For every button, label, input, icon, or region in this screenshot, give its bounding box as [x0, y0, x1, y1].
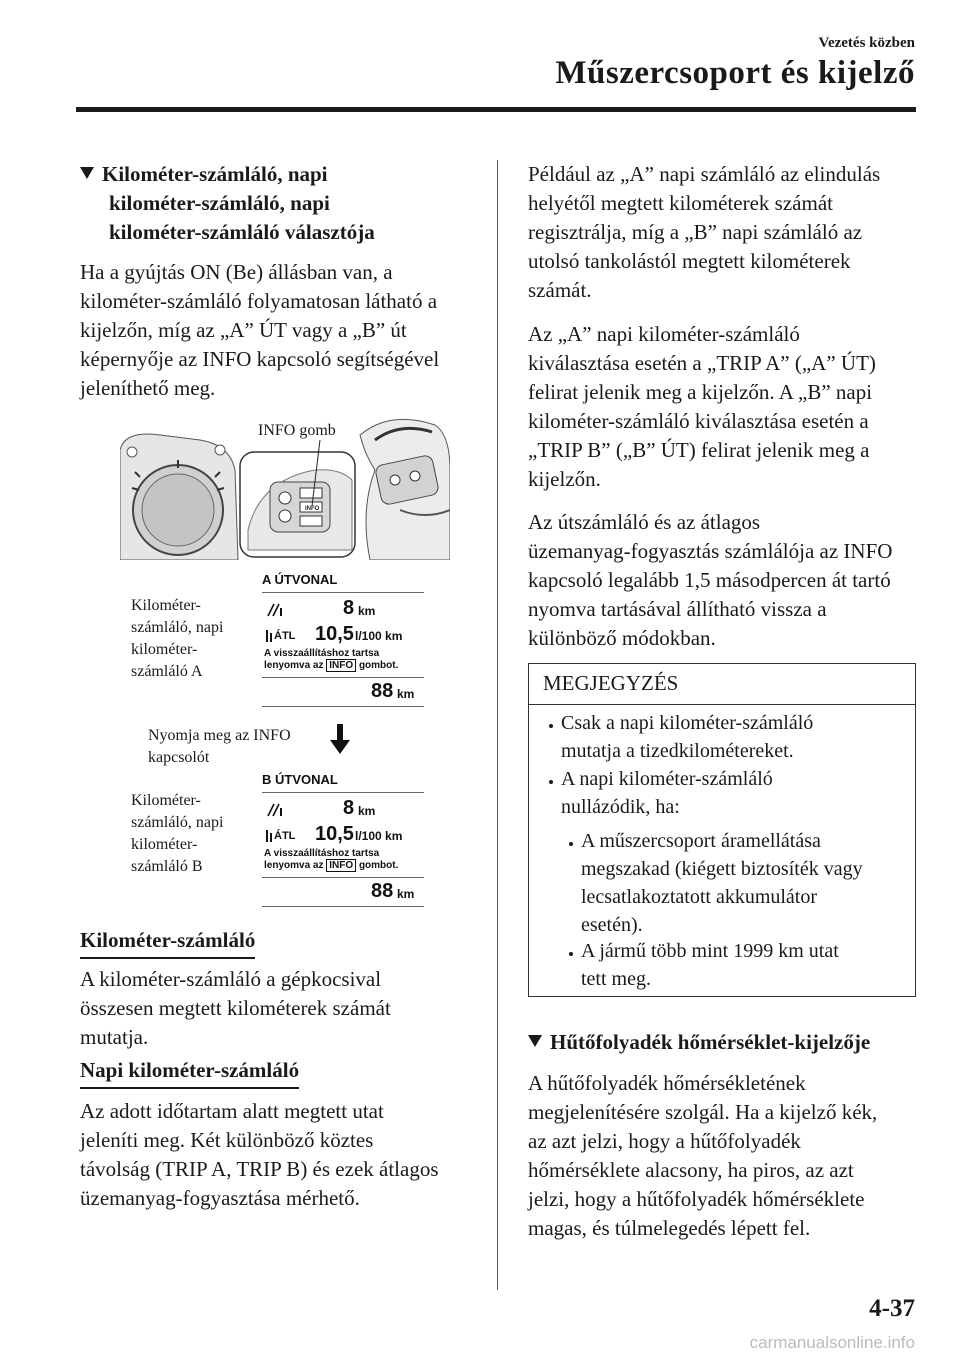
note-bullet-2: A napi kilométer-számláló nullázódik, ha: — [561, 768, 773, 818]
note-subbullet-1: A műszercsoport áramellátása megszakad (kiégett biztosíték vagy lecsatlakoztatott akkumulátor esetén). — [581, 830, 863, 936]
note-bullet-1: Csak a napi kilométer-számláló mutatja a tizedkilométereket. — [561, 712, 814, 762]
fuel-economy-icon — [264, 829, 274, 843]
info-button-callout: INFO gomb — [258, 422, 336, 439]
reset-paragraph: Az útszámláló és az átlagos üzemanyag-fogyasztás számlálója az INFO kapcsoló legalább 1,5 másodpercen át tartó nyomva tartásával állítható vissza a különböző módokban. — [528, 510, 893, 650]
bullet-dot-icon — [549, 724, 553, 728]
header-rule — [76, 107, 916, 112]
fuel-economy-icon — [264, 629, 274, 643]
svg-text:INFO: INFO — [305, 506, 320, 512]
intro-paragraph: Ha a gyújtás ON (Be) állásban van, a kilométer-számláló folyamatosan látható a kijelzőn, míg az „A” ÚT vagy a „B” út képernyője az INFO kapcsoló segítségével jeleníthető meg. — [80, 260, 440, 400]
note-title: MEGJEGYZÉS — [543, 671, 679, 695]
trip-display-paragraph: Az „A” napi kilométer-számláló kiválasztása esetén a „TRIP A” („A” ÚT) felirat jelenik meg a kijelzőn. A „B” napi kilométer-számláló kiválasztása esetén a „TRIP B” („B” ÚT) felirat jelenik meg a kijelzőn. — [528, 322, 876, 491]
triangle-bullet-icon — [528, 1035, 542, 1047]
note-box — [528, 663, 916, 997]
column-divider — [497, 160, 498, 1290]
page-number: 4-37 — [869, 1295, 915, 1322]
reset-instruction: A visszaállításhoz tartsa lenyomva az INFO gombot. — [264, 848, 399, 871]
odometer-paragraph: A kilométer-számláló a gépkocsival összesen megtett kilométerek számát mutatja. — [80, 967, 391, 1049]
page-title: Műszercsoport és kijelző — [555, 55, 915, 91]
trip-b-display: B ÚTVONAL 8 km ÁTL 10,5 l/100 km A visszaállításhoz tartsa lenyomva az INFO gombot. 88 km — [262, 772, 424, 908]
odometer-subheading: Kilométer-számláló — [80, 928, 255, 959]
trip-a-title: A ÚTVONAL — [262, 572, 338, 587]
tripmeter-subheading: Napi kilométer-számláló — [80, 1058, 299, 1089]
coolant-paragraph: A hűtőfolyadék hőmérsékletének megjelenítésére szolgál. Ha a kijelző kék, az azt jelzi, hogy a hűtőfolyadék hőmérséklete alacsony, ha piros, az azt jelzi, hogy a hűtőfolyadék hőmérséklete magas, és túlmelegedés lépett fel. — [528, 1071, 878, 1240]
trip-icon — [266, 602, 284, 618]
trip-b-label: Kilométer- számláló, napi kilométer- számláló B — [131, 792, 224, 875]
arrow-down-icon — [328, 724, 352, 756]
bullet-dot-icon — [569, 952, 573, 956]
note-header — [529, 664, 915, 705]
note-subbullet-2: A jármű több mint 1999 km utat tett meg. — [581, 940, 839, 990]
reset-instruction: A visszaállításhoz tartsa lenyomva az INFO gombot. — [264, 648, 399, 671]
triangle-bullet-icon — [80, 167, 94, 179]
bullet-dot-icon — [549, 780, 553, 784]
trip-a-label: Kilométer- számláló, napi kilométer- számláló A — [131, 597, 224, 680]
section-heading-coolant: Hűtőfolyadék hőmérséklet-kijelzője — [528, 1028, 870, 1057]
trip-icon — [266, 802, 284, 818]
trip-example-paragraph: Például az „A” napi számláló az elindulás helyétől megtett kilométerek számát regisztrálja, míg a „B” napi számláló az utolsó tankolástól megtett kilométerek számát. — [528, 162, 881, 302]
bullet-dot-icon — [569, 842, 573, 846]
section-heading-odometer-selector: Kilométer-számláló, napi kilométer-számláló, napi kilométer-számláló választója — [80, 160, 375, 247]
trip-a-display: A ÚTVONAL 8 km ÁTL 10,5 l/100 km A visszaállításhoz tartsa lenyomva az INFO gombot. 88 km — [262, 572, 424, 708]
tripmeter-paragraph: Az adott időtartam alatt megtett utat jeleníti meg. Két különböző köztes távolság (TRIP A, TRIP B) és ezek átlagos üzemanyag-fogyasztása mérhető. — [80, 1099, 439, 1210]
press-info-label: Nyomja meg az INFO kapcsolót — [148, 727, 291, 766]
watermark: carmanualsonline.info — [749, 1333, 915, 1352]
trip-b-title: B ÚTVONAL — [262, 772, 338, 787]
section-label: Vezetés közben — [818, 35, 915, 51]
